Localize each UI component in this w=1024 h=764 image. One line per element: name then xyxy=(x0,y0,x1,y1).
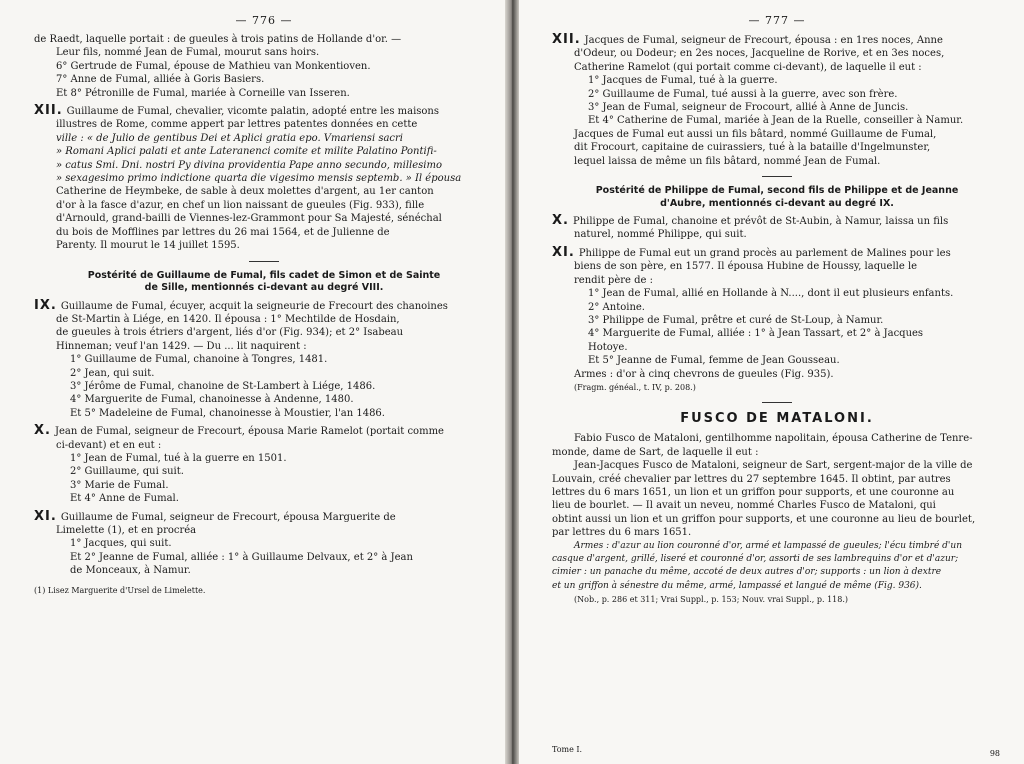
degree-label: XII. xyxy=(34,103,63,119)
text-line: 3° Marie de Fumal. xyxy=(70,479,169,491)
text-line: Hotoye. xyxy=(588,341,628,353)
text-line: 1° Jacques de Fumal, tué à la guerre. xyxy=(588,75,778,87)
text-line: d'Odeur, ou Dodeur; en 2es noces, Jacqueline de Rorive, et en 3es noces, xyxy=(574,48,945,60)
heading-line: d'Aubre, mentionnés ci-devant au degré IX. xyxy=(660,197,894,209)
text-line: de gueules à trois étriers d'argent, liés d'or (Fig. 934); et 2° Isabeau xyxy=(56,327,404,339)
text-line: lequel laissa de même un fils bâtard, nommé Jean de Fumal. xyxy=(574,155,881,167)
volume-label: Tome I. xyxy=(552,745,583,754)
text-line: lieu de bourlet. — Il avait un neveu, nommé Charles Fusco de Mataloni, qui xyxy=(552,500,936,512)
text-line: 6° Gertrude de Fumal, épouse de Mathieu van Monkentioven. xyxy=(56,60,371,72)
text-line: cimier : un panache du même, accoté de deux autres d'or; supports : un lion à dextre xyxy=(552,567,942,578)
heading-line: de Sille, mentionnés ci-devant au degré VIII. xyxy=(144,282,384,293)
text-line: » catus Smi. Dni. nostri Py divina providentia Pape anno secundo, millesimo xyxy=(56,159,442,171)
text-line: naturel, nommé Philippe, qui suit. xyxy=(574,229,747,241)
text-line: Armes : d'azur au lion couronné d'or, armé et lampassé de gueules; l'écu timbré d'un xyxy=(574,540,962,551)
intro-block xyxy=(34,33,494,100)
text-line: 1° Jean de Fumal, allié en Hollande à N...., dont il eut plusieurs enfants. xyxy=(588,288,954,300)
text-line: Et 8° Pétronille de Fumal, mariée à Corneille van Isseren. xyxy=(56,87,350,99)
section-title: FUSCO DE MATALONI. xyxy=(680,411,874,427)
degree-label: XI. xyxy=(552,244,575,260)
text-line: Catherine de Heymbeke, de sable à deux molettes d'argent, au 1er canton xyxy=(56,186,434,198)
text-line: Guillaume de Fumal, écuyer, acquit la seigneurie de Frecourt des chanoines xyxy=(60,300,448,312)
text-line: Louvain, créé chevalier par lettres du 27 septembre 1645. Il obtint, par autres xyxy=(552,473,951,485)
text-line: illustres de Rome, comme appert par lettres patentes données en cette xyxy=(56,119,418,131)
text-line: lettres du 6 mars 1651, un lion et un griffon pour supports, et une couronne au xyxy=(552,486,955,498)
text-line: Catherine Ramelot (qui portait comme ci-devant), de laquelle il eut : xyxy=(574,61,922,73)
text-line: ci-devant) et en eut : xyxy=(56,439,162,451)
degree-xi xyxy=(552,246,1002,394)
signature-mark: 98 xyxy=(989,749,1000,758)
text-line: (Fragm. généal., t. IV, p. 208.) xyxy=(574,382,696,392)
page-number: — 777 — xyxy=(748,14,806,27)
degree-xii xyxy=(34,104,494,252)
text-line: dit Frocourt, capitaine de cuirassiers, tué à la bataille d'Ingelmunster, xyxy=(574,142,931,154)
degree-label: XI. xyxy=(34,508,57,524)
text-line: 4° Marguerite de Fumal, alliée : 1° à Jean Tassart, et 2° à Jacques xyxy=(588,328,924,340)
text-line: 1° Jacques, qui suit. xyxy=(70,538,172,550)
text-line: du bois de Mofflines par lettres du 26 mai 1564, et de Julienne de xyxy=(56,226,390,238)
text-line: Philippe de Fumal eut un grand procès au parlement de Malines pour les xyxy=(578,247,951,259)
text-line: Et 4° Catherine de Fumal, mariée à Jean de la Ruelle, conseiller à Namur. xyxy=(588,115,964,127)
text-line: Et 5° Jeanne de Fumal, femme de Jean Gousseau. xyxy=(588,355,840,367)
section-heading xyxy=(552,185,1002,210)
degree-label: IX. xyxy=(34,297,57,313)
text-line: rendit père de : xyxy=(574,274,653,286)
text-line: obtint aussi un lion et un griffon pour supports, et une couronne au lieu de bourlet, xyxy=(552,513,976,525)
degree-x xyxy=(34,424,494,505)
fusco-block xyxy=(552,432,1002,606)
text-line: d'Arnould, grand-bailli de Viennes-lez-Grammont pour Sa Majesté, sénéchal xyxy=(56,213,442,225)
degree-ix xyxy=(34,299,494,421)
book-gutter xyxy=(505,0,519,764)
section-heading xyxy=(34,270,494,295)
text-line: » Romani Aplici palati et ante Lateranenci comite et milite Palatino Pontifi- xyxy=(56,146,437,158)
text-line: Et 2° Jeanne de Fumal, alliée : 1° à Guillaume Delvaux, et 2° à Jean xyxy=(70,551,413,563)
text-line: monde, dame de Sart, de laquelle il eut : xyxy=(552,446,759,458)
text-line: de Monceaux, à Namur. xyxy=(70,565,191,577)
degree-label: X. xyxy=(34,423,51,439)
text-line: Jacques de Fumal eut aussi un fils bâtard, nommé Guillaume de Fumal, xyxy=(574,128,937,140)
text-line: 3° Jérôme de Fumal, chanoine de St-Lambert à Liége, 1486. xyxy=(70,380,376,392)
text-line: Limelette (1), et en procréa xyxy=(56,525,197,536)
degree-xi xyxy=(34,510,494,578)
page-number: — 776 — xyxy=(235,14,293,27)
right-page xyxy=(512,0,1024,764)
separator-rule xyxy=(762,402,792,403)
text-line: Leur fils, nommé Jean de Fumal, mourut sans hoirs. xyxy=(56,47,320,59)
text-line: (Nob., p. 286 et 311; Vrai Suppl., p. 153; Nouv. vrai Suppl., p. 118.) xyxy=(574,595,848,605)
text-line: Philippe de Fumal, chanoine et prévôt de St-Aubin, à Namur, laissa un fils xyxy=(572,216,949,228)
footnote: (1) Lisez Marguerite d'Ursel de Limelette. xyxy=(34,585,206,595)
text-line: par lettres du 6 mars 1651. xyxy=(552,527,692,539)
text-line: Et 4° Anne de Fumal. xyxy=(70,493,179,505)
text-line: et un griffon à sénestre du même, armé, lampassé et langué de même (Fig. 936). xyxy=(552,580,922,591)
degree-xii xyxy=(552,33,1002,168)
separator-rule xyxy=(762,176,792,177)
text-line: 2° Guillaume, qui suit. xyxy=(70,466,184,478)
text-line: 3° Jean de Fumal, seigneur de Frocourt, allié à Anne de Juncis. xyxy=(588,102,909,114)
text-line: de St-Martin à Liége, en 1420. Il épousa : 1° Mechtilde de Hosdain, xyxy=(56,313,400,325)
text-line: » sexagesimo primo indictione quarta die vigesimo mensis septemb. » Il épousa xyxy=(56,173,462,185)
heading-line: Postérité de Philippe de Fumal, second fils de Philippe et de Jeanne xyxy=(595,185,959,197)
degree-label: X. xyxy=(552,213,569,229)
text-line: Et 5° Madeleine de Fumal, chanoinesse à Moustier, l'an 1486. xyxy=(70,407,385,419)
text-line: Armes : d'or à cinq chevrons de gueules (Fig. 935). xyxy=(574,368,834,380)
text-line: Jacques de Fumal, seigneur de Frecourt, épousa : en 1res noces, Anne xyxy=(584,35,943,46)
text-line: d'or à la fasce d'azur, en chef un lion naissant de gueules (Fig. 933), fille xyxy=(56,199,425,211)
text-line: de Raedt, laquelle portait : de gueules à trois patins de Hollande d'or. — xyxy=(34,34,402,45)
degree-label: XII. xyxy=(552,32,581,47)
text-line: Jean-Jacques Fusco de Mataloni, seigneur de Sart, sergent-major de la ville de xyxy=(574,460,973,472)
text-line: 7° Anne de Fumal, alliée à Goris Basiers. xyxy=(56,74,265,86)
text-line: biens de son père, en 1577. Il épousa Hubine de Houssy, laquelle le xyxy=(574,261,918,273)
heading-line: Postérité de Guillaume de Fumal, fils cadet de Simon et de Sainte xyxy=(87,269,441,281)
text-line: 1° Jean de Fumal, tué à la guerre en 1501. xyxy=(70,452,287,464)
text-line: 2° Guillaume de Fumal, tué aussi à la guerre, avec son frère. xyxy=(588,88,898,100)
text-line: 1° Guillaume de Fumal, chanoine à Tongres, 1481. xyxy=(70,354,328,366)
degree-x xyxy=(552,214,1002,242)
text-line: ville : « de Julio de gentibus Dei et Aplici gratia epo. Vmariensi sacri xyxy=(56,132,403,144)
text-line: Fabio Fusco de Mataloni, gentilhomme napolitain, épousa Catherine de Tenre- xyxy=(574,433,973,445)
text-line: Parenty. Il mourut le 14 juillet 1595. xyxy=(56,240,240,252)
text-line: 2° Jean, qui suit. xyxy=(70,367,155,379)
text-line: casque d'argent, grillé, liseré et couronné d'or, assorti de ses lambrequins d'or et d'azur; xyxy=(552,554,959,564)
text-line: Jean de Fumal, seigneur de Frecourt, épousa Marie Ramelot (portait comme xyxy=(54,426,444,438)
text-line: Guillaume de Fumal, seigneur de Frecourt, épousa Marguerite de xyxy=(60,511,396,523)
text-line: Hinneman; veuf l'an 1429. — Du ... lit naquirent : xyxy=(56,340,307,352)
text-line: 2° Antoine. xyxy=(588,301,645,313)
separator-rule xyxy=(249,261,279,262)
text-line: Guillaume de Fumal, chevalier, vicomte palatin, adopté entre les maisons xyxy=(66,106,439,118)
text-line: 4° Marguerite de Fumal, chanoinesse à Andenne, 1480. xyxy=(70,394,354,406)
text-line: 3° Philippe de Fumal, prêtre et curé de St-Loup, à Namur. xyxy=(588,314,884,326)
